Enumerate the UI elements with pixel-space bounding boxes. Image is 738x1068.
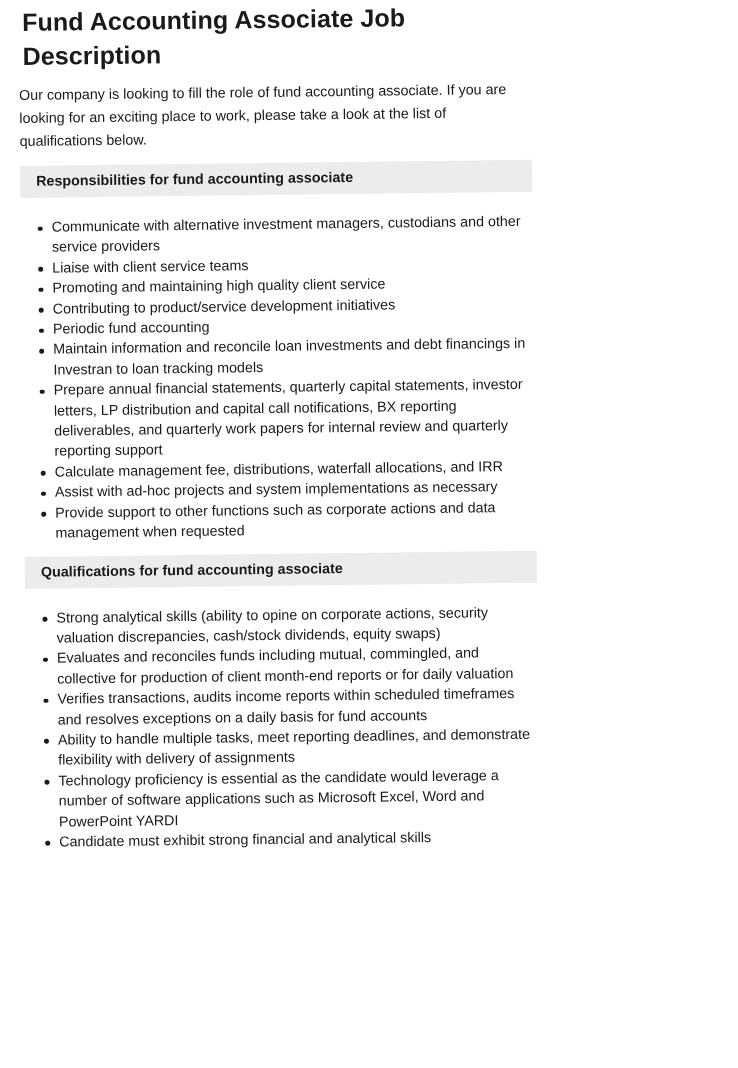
list-item: Ability to handle multiple tasks, meet reporting deadlines, and demonstrate flexibility with delivery of assignments <box>58 725 539 772</box>
list-item: Prepare annual financial statements, quarterly capital statements, investor letters, LP distribution and capital call notifications, BX reporting deliverables, and quarterly work papers for internal review and quarterly reporting support <box>54 375 536 462</box>
qualifications-heading: Qualifications for fund accounting associate <box>25 550 537 588</box>
list-item: Liaise with client service teams <box>52 253 533 279</box>
list-item: Evaluates and reconciles funds including mutual, commingled, and collective for production of client month-end reports or for daily valuation <box>57 643 538 690</box>
list-item: Verifies transactions, audits income reports within scheduled timeframes and resolves exceptions on a daily basis for fund accounts <box>57 684 538 731</box>
list-item: Periodic fund accounting <box>53 314 534 340</box>
job-description-document <box>18 0 540 853</box>
list-item: Assist with ad-hoc projects and system implementations as necessary <box>55 477 536 503</box>
list-item: Strong analytical skills (ability to opine on corporate actions, security valuation discrepancies, cash/stock dividends, equity swaps) <box>56 602 537 649</box>
page-title: Fund Accounting Associate Job Description <box>22 4 406 71</box>
qualifications-list <box>25 602 540 853</box>
list-item: Calculate management fee, distributions, waterfall allocations, and IRR <box>55 457 536 483</box>
list-item: Communicate with alternative investment managers, custodians and other service providers <box>52 212 533 259</box>
list-item: Provide support to other functions such as corporate actions and data management when requested <box>55 497 536 544</box>
list-item: Technology proficiency is essential as the candidate would leverage a number of software applications such as Microsoft Excel, Word and PowerPoint YARDI <box>58 765 540 832</box>
list-item: Promoting and maintaining high quality client service <box>52 273 533 299</box>
responsibilities-list <box>21 212 537 545</box>
responsibilities-heading: Responsibilities for fund accounting associate <box>20 160 532 198</box>
list-item: Maintain information and reconcile loan investments and debt financings in Investran to loan tracking models <box>53 334 534 381</box>
list-item: Candidate must exhibit strong financial and analytical skills <box>59 827 540 853</box>
intro-paragraph: Our company is looking to fill the role of fund accounting associate. If you are looking for an exciting place to work, please take a look at the list of qualifications below. <box>19 82 507 150</box>
list-item: Contributing to product/service development initiatives <box>53 293 534 319</box>
